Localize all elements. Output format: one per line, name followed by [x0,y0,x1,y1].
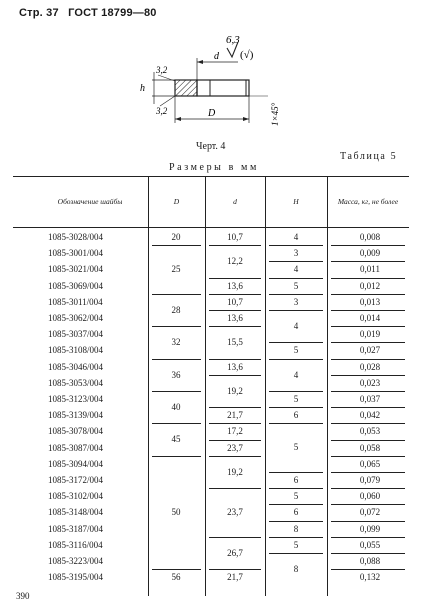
table-grid-line [331,278,405,279]
table-grid-line [331,488,405,489]
d-cell: 19,2 [227,385,243,396]
table-grid-line [331,245,405,246]
table-grid-line [331,342,405,343]
H-cell: 6 [293,410,299,421]
dim-D-label: D [208,108,216,119]
table-grid-line [209,456,261,457]
D-cell: 40 [171,402,181,412]
designation-cell: 1085-3123/004 [48,394,103,404]
table-grid-line [269,245,323,246]
mass-cell: 0,011 [360,264,380,275]
mass-cell: 0,013 [359,296,381,307]
table-grid-line [209,488,261,489]
H-cell: 5 [293,280,299,291]
H-cell: 5 [293,345,299,356]
mass-cell: 0,028 [359,361,381,372]
designation-cell: 1085-3172/004 [48,475,103,485]
table-grid-line [209,407,261,408]
table-grid-line [209,569,261,570]
washer-hatched-section [175,80,197,96]
table-grid-line [152,359,201,360]
header-page: Стр. 37 [19,7,59,19]
table-grid-line [269,391,323,392]
mass-cell: 0,053 [359,426,381,437]
designation-cell: 1085-3094/004 [48,458,103,469]
designation-cell: 1085-3187/004 [48,523,103,534]
table-grid-line [269,472,323,473]
table-grid-line [152,326,201,327]
table-grid-line [209,359,261,360]
d-cell: 12,2 [227,256,243,267]
dim-d-label: d [214,51,219,62]
d-cell: 13,6 [227,361,243,372]
H-cell: 3 [293,296,299,307]
washer-drawing [130,28,290,140]
D-cell: 45 [171,434,181,445]
H-cell: 5 [293,442,299,453]
table-number: Таблица 5 [340,151,398,162]
table-grid-line [331,423,405,424]
D-cell: 56 [171,572,181,583]
mass-cell: 0,055 [359,539,381,550]
header-D: D [173,196,180,206]
mass-cell: 0,012 [359,280,381,291]
d-cell: 10,7 [227,232,243,242]
table-header-rule [13,227,409,228]
d-cell: 15,5 [227,337,243,348]
d-cell: 13,6 [227,280,243,291]
designation-cell: 1085-3223/004 [48,556,103,566]
D-cell: 25 [171,264,181,275]
mass-cell: 0,088 [359,556,381,566]
table-grid-line [152,391,201,392]
d-cell: 26,7 [227,547,243,558]
table-grid-line [269,278,323,279]
mass-cell: 0,023 [359,377,381,388]
table-grid-line [152,245,201,246]
designation-cell: 1085-3087/004 [48,442,103,453]
table-grid-line [209,423,261,424]
mass-cell: 0,058 [359,442,381,453]
d-cell: 13,6 [227,313,243,323]
table-grid-line [269,342,323,343]
mass-cell: 0,008 [359,232,381,242]
table-grid-line [269,504,323,505]
table-grid-line [269,261,323,262]
table-grid-line [269,294,323,295]
table-grid-line [331,294,405,295]
mass-cell: 0,019 [359,329,381,340]
designation-cell: 1085-3148/004 [48,507,103,518]
table-grid-line [152,456,201,457]
H-cell: 6 [293,475,299,485]
designation-cell: 1085-3028/004 [48,232,103,242]
table-grid-line [331,407,405,408]
table-grid-line [331,391,405,392]
designation-cell: 1085-3001/004 [48,248,103,259]
mass-cell: 0,072 [359,507,381,518]
designation-cell: 1085-3102/004 [48,491,103,502]
table-grid-line [331,261,405,262]
H-cell: 5 [293,394,299,404]
roughness-paren: (√) [240,49,254,61]
designation-cell: 1085-3069/004 [48,280,103,291]
table-grid-line [269,407,323,408]
table-grid-line [152,294,201,295]
table-title: Размеры в мм [169,162,259,173]
table-grid-line [331,504,405,505]
roughness-label-bottom: 3,2 [156,106,168,116]
table-grid-line [269,488,323,489]
mass-cell: 0,037 [359,394,381,404]
d-cell: 19,2 [227,466,243,477]
table-grid-line [269,359,323,360]
designation-cell: 1085-3037/004 [48,329,103,340]
H-cell: 3 [293,248,299,259]
table-grid-line [269,553,323,554]
H-cell: 4 [293,264,299,275]
mass-cell: 0,027 [359,345,381,356]
d-cell: 23,7 [227,507,243,518]
mass-cell: 0,060 [359,491,381,502]
H-cell: 6 [293,507,299,518]
H-cell: 5 [293,491,299,502]
mass-cell: 0,009 [359,248,381,259]
header-mass: Масса, кг, не более [337,196,399,206]
H-cell: 8 [293,564,299,574]
D-cell: 28 [171,304,181,315]
table-grid-line [331,553,405,554]
table-grid-line [269,310,323,311]
figure-caption: Черт. 4 [196,141,226,152]
table-grid-line [209,245,261,246]
mass-cell: 0,079 [359,475,381,485]
D-cell: 50 [171,506,181,517]
table-grid-line [331,440,405,441]
d-cell: 21,7 [227,572,243,583]
H-cell: 8 [293,523,299,534]
H-cell: 4 [293,321,299,331]
designation-cell: 1085-3108/004 [48,345,103,356]
designation-cell: 1085-3116/004 [48,539,103,550]
table-grid-line [331,521,405,522]
table-grid-line [269,423,323,424]
designation-cell: 1085-3062/004 [48,313,103,323]
designation-cell: 1085-3046/004 [48,361,103,372]
table-grid-line [269,521,323,522]
table-grid-line [209,326,261,327]
d-cell: 23,7 [227,442,243,453]
table-grid-line [331,456,405,457]
table-grid-line [152,569,201,570]
mass-cell: 0,065 [359,458,381,469]
mass-cell: 0,042 [359,410,381,421]
designation-cell: 1085-3021/004 [48,264,103,275]
table-grid-line [209,375,261,376]
d-cell: 17,2 [227,426,243,437]
designation-cell: 1085-3011/004 [48,296,103,307]
table-grid-line [269,537,323,538]
designation-cell: 1085-3053/004 [48,377,103,388]
d-cell: 10,7 [227,296,243,307]
designation-cell: 1085-3195/004 [48,572,103,583]
table-grid-line [331,326,405,327]
roughness-value: 6,3 [226,34,240,46]
designation-cell: 1085-3078/004 [48,426,103,437]
header-designation: Обозначение шайбы [57,196,123,206]
table-grid-line [331,472,405,473]
roughness-label-top: 3,2 [156,65,168,75]
table-grid-line [331,537,405,538]
designation-cell: 1085-3139/004 [48,410,103,421]
table-grid-line [331,310,405,311]
mass-cell: 0,099 [359,523,381,534]
dim-h-label: h [140,83,145,94]
table-grid-line [331,569,405,570]
header-d: d [233,196,237,206]
header-H: H [293,196,299,206]
page-header [19,7,163,19]
table-grid-line [209,537,261,538]
header-standard: ГОСТ 18799—80 [68,7,157,19]
d-cell: 21,7 [227,410,243,421]
table-grid-line [209,310,261,311]
table-grid-line [209,440,261,441]
H-cell: 4 [293,369,299,380]
chamfer-label: 1×45° [270,102,280,126]
mass-cell: 0,014 [359,313,381,323]
table-grid-line [209,294,261,295]
washer-body [197,80,249,96]
H-cell: 4 [293,232,299,242]
table-grid-line [152,423,201,424]
table-grid-line [331,375,405,376]
mass-cell: 0,132 [359,572,381,583]
table-grid-line [209,278,261,279]
D-cell: 36 [171,369,181,380]
H-cell: 5 [293,539,299,550]
page-number: 390 [16,591,30,601]
table-grid-line [331,359,405,360]
D-cell: 20 [171,232,181,242]
D-cell: 32 [171,337,181,348]
